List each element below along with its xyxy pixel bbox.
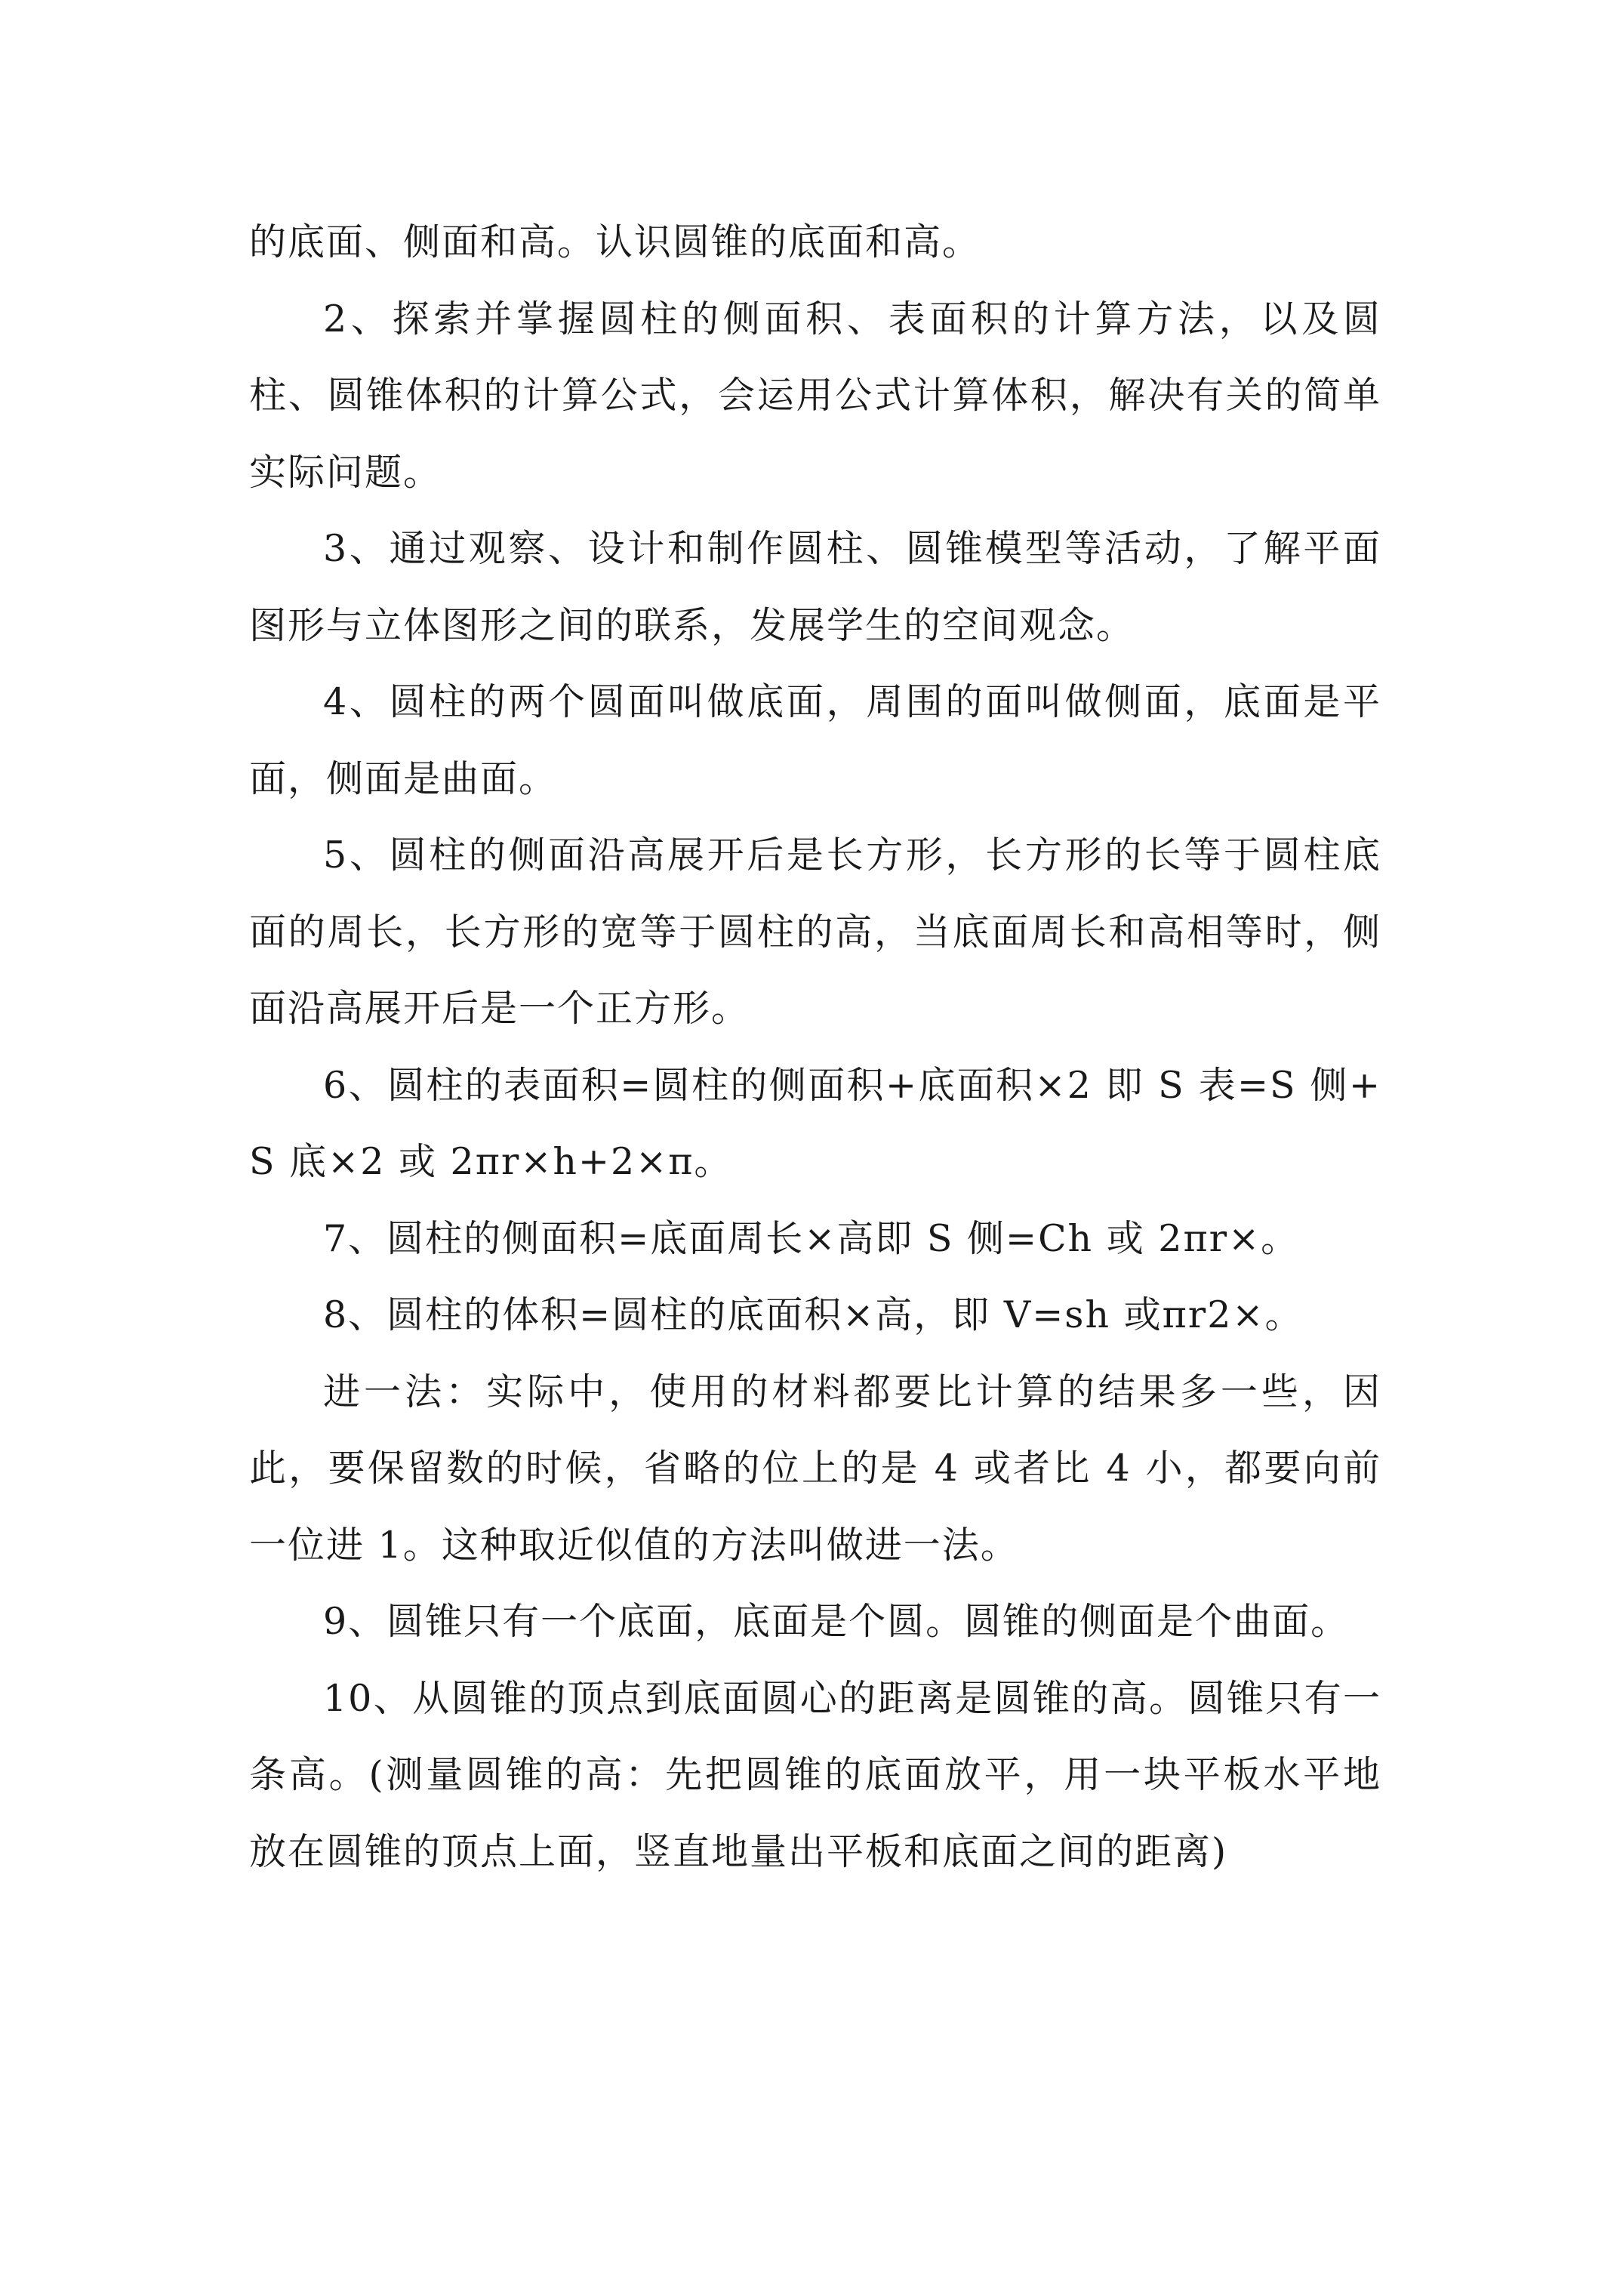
paragraph-continuation: 的底面、侧面和高。认识圆锥的底面和高。 <box>249 220 981 264</box>
paragraph-item-5: 5、圆柱的侧面沿高展开后是长方形，长方形的长等于圆柱底面的周长，长方形的宽等于圆柱的高，当底面周长和高相等时，侧面沿高展开后是一个正方形。 <box>249 834 1381 1030</box>
document-body <box>249 204 1381 1890</box>
paragraph-item-8: 8、圆柱的体积=圆柱的底面积×高，即 V=sh 或πr2×。 <box>323 1293 1304 1336</box>
paragraph-item-7: 7、圆柱的侧面积=底面周长×高即 S 侧=Ch 或 2πr×。 <box>323 1216 1300 1260</box>
paragraph-item-9: 9、圆锥只有一个底面，底面是个圆。圆锥的侧面是个曲面。 <box>323 1600 1350 1643</box>
paragraph-item-6: 6、圆柱的表面积=圆柱的侧面积+底面积×2 即 S 表=S 侧+S 底×2 或 2πr×h+2×π。 <box>249 1063 1381 1183</box>
paragraph-item-2: 2、探索并掌握圆柱的侧面积、表面积的计算方法，以及圆柱、圆锥体积的计算公式，会运用公式计算体积，解决有关的简单实际问题。 <box>249 297 1381 494</box>
paragraph-item-4: 4、圆柱的两个圆面叫做底面，周围的面叫做侧面，底面是平面，侧面是曲面。 <box>249 680 1381 800</box>
paragraph-item-3: 3、通过观察、设计和制作圆柱、圆锥模型等活动，了解平面图形与立体图形之间的联系，发展学生的空间观念。 <box>249 527 1381 647</box>
paragraph-item-10: 10、从圆锥的顶点到底面圆心的距离是圆锥的高。圆锥只有一条高。(测量圆锥的高：先把圆锥的底面放平，用一块平板水平地放在圆锥的顶点上面，竖直地量出平板和底面之间的距离) <box>249 1676 1381 1873</box>
paragraph-rounding-up-method: 进一法：实际中，使用的材料都要比计算的结果多一些，因此，要保留数的时候，省略的位上的是 4 或者比 4 小，都要向前一位进 1。这种取近似值的方法叫做进一法。 <box>249 1370 1381 1567</box>
